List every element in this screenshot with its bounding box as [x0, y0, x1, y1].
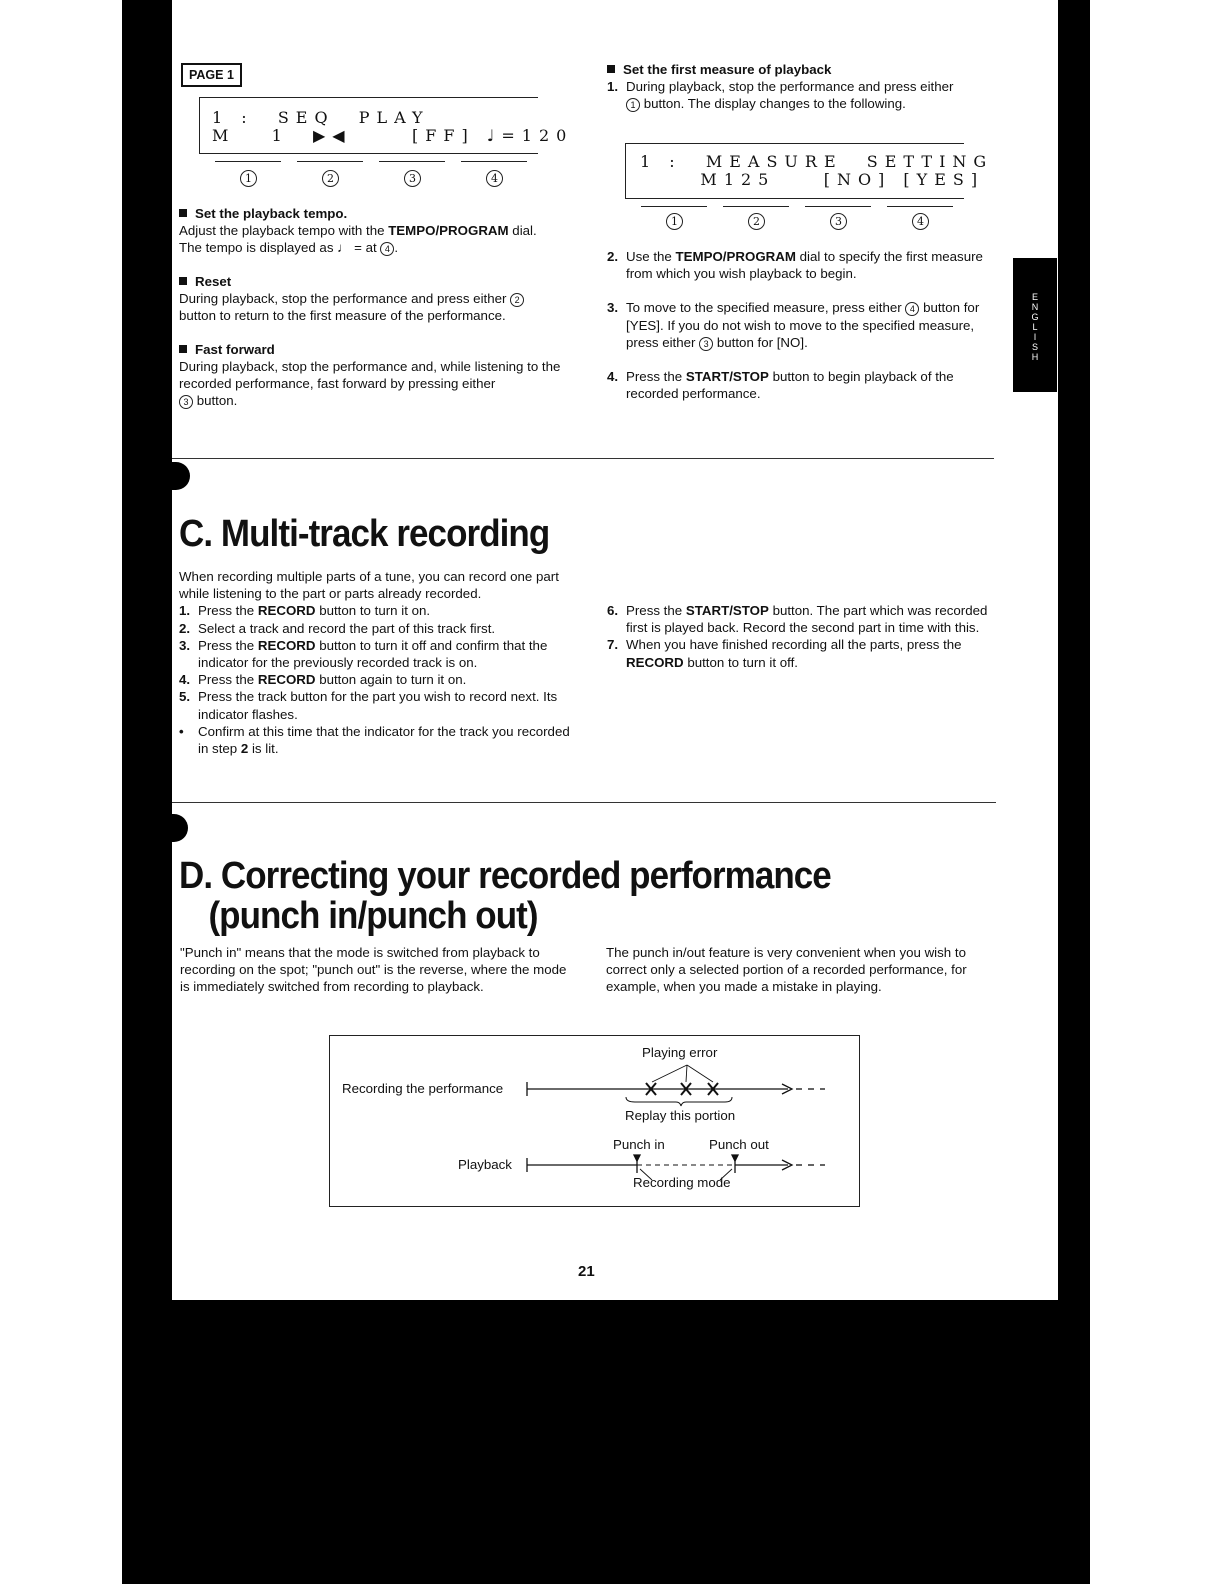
lcd-measure-button-row [641, 206, 957, 236]
button-4-marker: 4 [486, 170, 503, 187]
first-measure-step-2: 2. Use the TEMPO/PROGRAM dial to specify the first measure from which you wish playback to begin. [607, 249, 983, 282]
label-punch-in: Punch in [613, 1137, 665, 1152]
first-measure-step-4: 4. Press the START/STOP button to begin playback of the recorded performance. [607, 369, 954, 402]
ff-text: During playback, stop the performance and, while listening to the recorded performance, fast forward by pressing either 3 button. [179, 359, 561, 409]
reset-heading: Reset [179, 273, 575, 290]
tempo-text: Adjust the playback tempo with the TEMPO/PROGRAM dial. The tempo is displayed as ♩ = at 4 . [179, 223, 537, 256]
section-c-bullet: • Confirm at this time that the indicator for the track you recorded in step 2 is lit. [179, 723, 570, 757]
section-c-step-7: 7. When you have finished recording all the parts, press the RECORD button to turn it off. [607, 637, 962, 670]
first-measure-block [607, 61, 997, 112]
lcd-button-row [215, 161, 531, 191]
ff-heading: Fast forward [179, 341, 573, 358]
divider-middle [172, 802, 996, 803]
page-label: PAGE 1 [181, 63, 242, 87]
scan-border-bottom [122, 1300, 1090, 1584]
recording-mode-pointers [640, 1169, 732, 1180]
bullet-mark-d [168, 814, 188, 842]
reset-block [179, 273, 575, 324]
button-3-marker: 3 [404, 170, 421, 187]
button-1-marker: 1 [240, 170, 257, 187]
bullet-mark-c [168, 462, 190, 490]
measure-button-2-marker: 2 [748, 213, 765, 230]
divider-top [172, 458, 994, 459]
section-c-step-5: 5. Press the track button for the part you wish to record next. Its indicator flashes. [179, 689, 558, 722]
first-measure-steps [607, 248, 997, 402]
section-d-title: D. Correcting your recorded performance (punch in/punch out) [179, 855, 831, 937]
first-measure-step-1: 1. During playback, stop the performance and press either 1 button. The display changes to the following. [607, 79, 954, 112]
label-punch-out: Punch out [709, 1137, 769, 1152]
label-recording-mode: Recording mode [633, 1175, 731, 1190]
page-number: 21 [578, 1263, 595, 1280]
recording-timeline [527, 1082, 825, 1096]
lcd-line-1: 1 : SEQ PLAY [212, 108, 430, 127]
diagram-graphics [330, 1036, 859, 1206]
ff-block [179, 341, 573, 410]
tempo-heading: Set the playback tempo. [179, 205, 571, 222]
measure-button-1-marker: 1 [666, 213, 683, 230]
error-pointers [652, 1065, 713, 1082]
section-c-title: C. Multi-track recording [179, 513, 550, 555]
measure-button-4-marker: 4 [912, 213, 929, 230]
section-c-intro: When recording multiple parts of a tune, you can record one part while listening to the part or parts already recorded. [179, 569, 559, 602]
lcd-measure-setting [625, 143, 994, 199]
label-playing-error: Playing error [642, 1045, 718, 1060]
section-c-step-3: 3. Press the RECORD button to turn it off and confirm that the indicator for the previously recorded track is on. [179, 637, 548, 671]
measure-button-3-marker: 3 [830, 213, 847, 230]
section-d-right: The punch in/out feature is very convenient when you wish to correct only a selected portion of a recorded performance, for example, when you made a mistake in playing. [606, 945, 967, 995]
lcd-measure-line-2: M125 [NO] [YES] [640, 170, 985, 189]
english-tab: E N G L I S H [1013, 258, 1057, 392]
reset-text: During playback, stop the performance and press either 2 button to return to the first measure of the performance. [179, 290, 575, 324]
section-c-step-6: 6. Press the START/STOP button. The part which was recorded first is played back. Record the second part in time with this. [607, 603, 988, 636]
first-measure-step-3: 3. To move to the specified measure, press either 4 button for [YES]. If you do not wish to move to the specified measure, press either 3 button for [NO]. [607, 300, 980, 350]
first-measure-heading: Set the first measure of playback [607, 61, 997, 78]
section-c-step-1: 1. Press the RECORD button to turn it on. [179, 603, 431, 619]
punch-markers [634, 1155, 738, 1173]
label-replay-portion: Replay this portion [625, 1108, 736, 1123]
section-c-left [179, 568, 571, 757]
lcd-seq-play [199, 97, 574, 154]
label-playback: Playback [458, 1157, 512, 1172]
tempo-block [179, 205, 571, 256]
section-c-step-4: 4. Press the RECORD button again to turn it on. [179, 672, 467, 688]
punch-diagram [329, 1035, 860, 1207]
lcd-line-2: M 1 ▶◀ [FF] ♩=120 [212, 126, 574, 145]
replay-brace [626, 1097, 732, 1106]
button-2-marker: 2 [322, 170, 339, 187]
lcd-measure-line-1: 1 : MEASURE SETTING [640, 152, 994, 171]
section-c-step-2: 2. Select a track and record the part of this track first. [179, 620, 496, 636]
section-d-left: "Punch in" means that the mode is switched from playback to recording on the spot; "punch out" is the reverse, where the mode is immediately switched from recording to playback. [180, 945, 567, 995]
section-c-right [607, 602, 997, 671]
label-recording-performance: Recording the performance [342, 1081, 504, 1096]
